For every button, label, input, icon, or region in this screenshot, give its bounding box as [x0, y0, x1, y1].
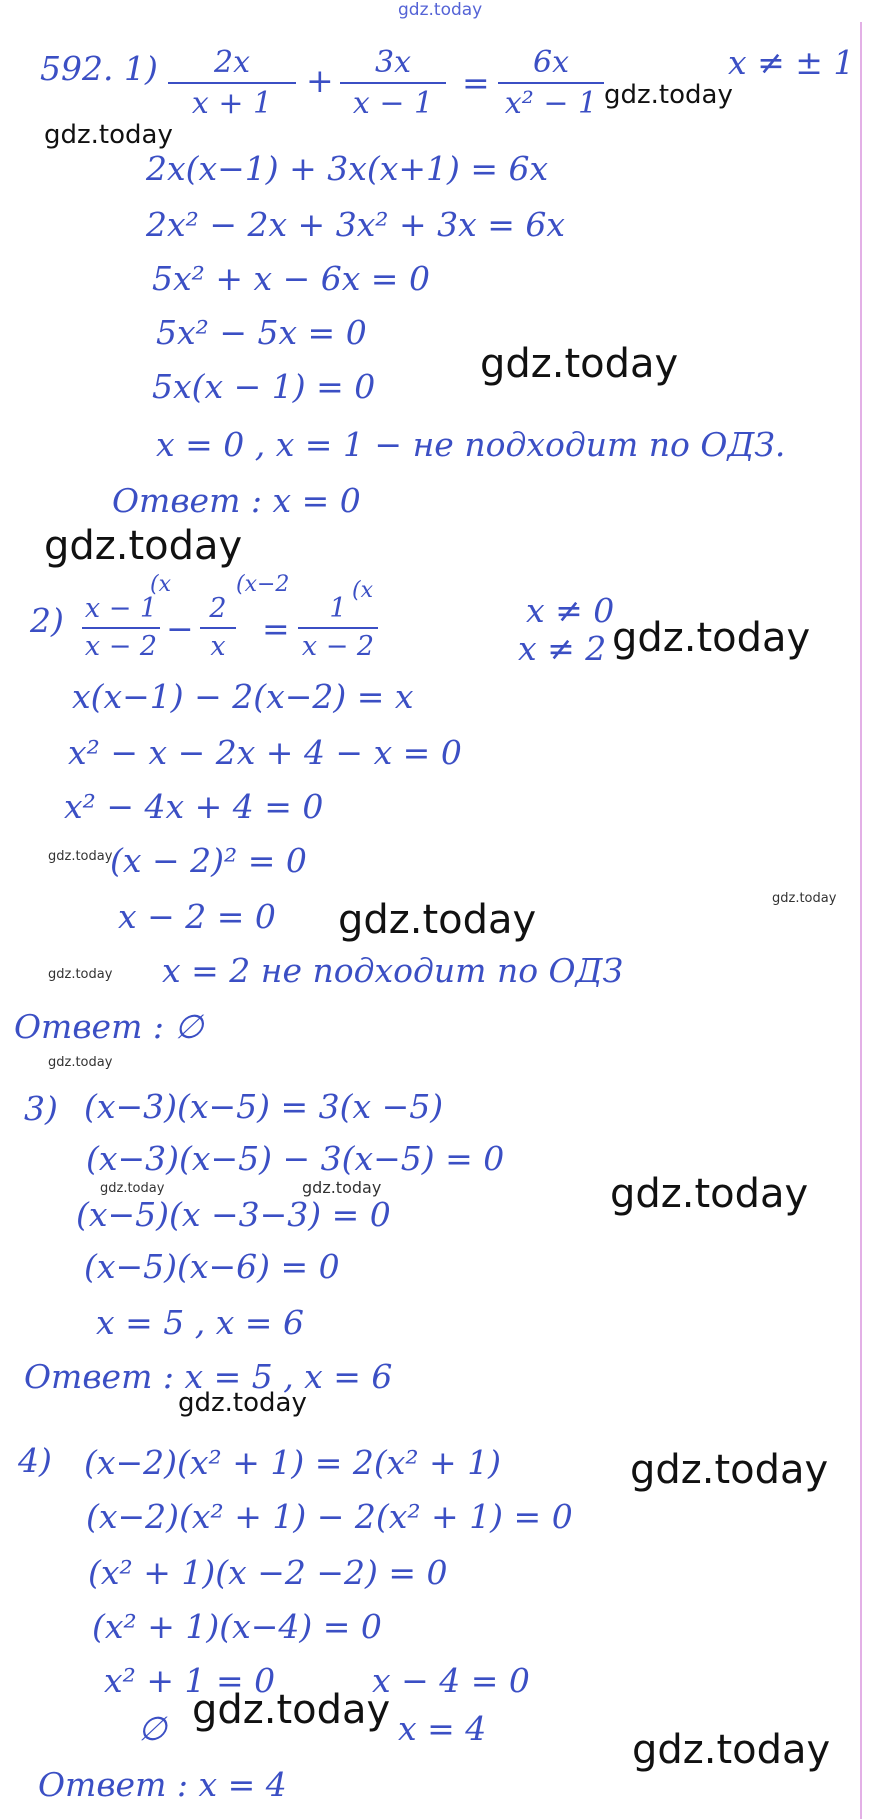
step-line: (x² + 1)(x −2 −2) = 0 — [88, 1553, 448, 1592]
numerator: 2x — [213, 45, 250, 80]
watermark: gdz.today — [192, 1687, 391, 1733]
fraction-bar — [498, 82, 604, 84]
multiplier: (x — [352, 578, 373, 603]
step-line: x(x−1) − 2(x−2) = x — [72, 677, 414, 716]
multiplier: (x−2 — [236, 572, 290, 597]
denominator: x — [210, 630, 226, 662]
watermark: gdz.today — [480, 341, 679, 387]
watermark: gdz.today — [100, 1181, 165, 1196]
answer-line: Ответ : x = 5 , x = 6 — [24, 1357, 393, 1396]
watermark: gdz.today — [772, 891, 837, 906]
step-line: 5x² + x − 6x = 0 — [152, 259, 430, 298]
watermark: gdz.today — [44, 523, 243, 569]
step-line: x² − 4x + 4 = 0 — [64, 787, 324, 826]
step-line: (x−2)(x² + 1) − 2(x² + 1) = 0 — [86, 1497, 573, 1536]
answer-line: Ответ : ∅ — [14, 1007, 204, 1046]
step-line: 5x(x − 1) = 0 — [152, 367, 376, 406]
denominator: x² − 1 — [504, 86, 598, 121]
problem-1-fraction — [340, 46, 446, 120]
watermark: gdz.today — [632, 1727, 831, 1773]
watermark: gdz.today — [610, 1171, 809, 1217]
step-line: (x−3)(x−5) = 3(x −5) — [84, 1087, 444, 1126]
problem-1-label: 592. 1) — [40, 49, 158, 88]
step-line: x = 5 , x = 6 — [96, 1303, 304, 1342]
fraction-bar — [298, 627, 378, 629]
step-line: (x−5)(x −3−3) = 0 — [76, 1195, 391, 1234]
watermark-top: gdz.today — [398, 0, 483, 20]
numerator: 6x — [532, 45, 569, 80]
watermark: gdz.today — [48, 849, 113, 864]
watermark: gdz.today — [612, 615, 811, 661]
watermark: gdz.today — [338, 897, 537, 943]
step-line: 2x² − 2x + 3x² + 3x = 6x — [146, 205, 566, 244]
step-line: 5x² − 5x = 0 — [156, 313, 367, 352]
domain-condition: x ≠ 2 — [518, 629, 607, 668]
problem-2-fraction — [298, 594, 378, 661]
watermark: gdz.today — [48, 1055, 113, 1070]
step-line: x² + 1 = 0 — [104, 1661, 276, 1700]
watermark: gdz.today — [630, 1447, 829, 1493]
margin-line — [860, 22, 862, 1819]
fraction-bar — [340, 82, 446, 84]
step-line: x − 4 = 0 — [372, 1661, 530, 1700]
problem-3-label: 3) — [24, 1089, 58, 1128]
step-line: (x−5)(x−6) = 0 — [84, 1247, 340, 1286]
problem-1-fraction — [168, 46, 296, 120]
numerator: 1 — [329, 593, 347, 624]
step-line: (x−2)(x² + 1) = 2(x² + 1) — [84, 1443, 502, 1482]
equals-sign: = — [262, 609, 290, 648]
fraction-bar — [82, 627, 160, 629]
problem-2-label: 2) — [30, 601, 64, 640]
domain-condition: x ≠ 0 — [526, 591, 615, 630]
step-line: (x² + 1)(x−4) = 0 — [92, 1607, 382, 1646]
problem-4-label: 4) — [18, 1441, 52, 1480]
plus-sign: + — [306, 61, 334, 100]
problem-2-fraction — [82, 594, 160, 661]
step-line: x = 0 , x = 1 − не подходит по ОДЗ. — [156, 425, 786, 464]
domain-condition: x ≠ ± 1 — [728, 43, 855, 82]
numerator: 2 — [209, 593, 227, 624]
answer-line: Ответ : x = 4 — [38, 1765, 287, 1804]
denominator: x − 1 — [352, 86, 434, 121]
equals-sign: = — [462, 63, 490, 102]
step-line: x = 2 не подходит по ОДЗ — [162, 951, 624, 990]
step-line: (x − 2)² = 0 — [110, 841, 307, 880]
root-line: x = 4 — [398, 1709, 487, 1748]
answer-line: Ответ : x = 0 — [112, 481, 361, 520]
numerator: x − 1 — [84, 593, 158, 624]
multiplier: (x — [150, 572, 171, 597]
denominator: x − 2 — [301, 630, 375, 662]
step-line: x − 2 = 0 — [118, 897, 276, 936]
fraction-bar — [168, 82, 296, 84]
watermark: gdz.today — [604, 80, 733, 110]
denominator: x + 1 — [191, 86, 273, 121]
watermark: gdz.today — [302, 1178, 382, 1197]
denominator: x − 2 — [84, 630, 158, 662]
watermark: gdz.today — [178, 1388, 307, 1418]
watermark: gdz.today — [44, 120, 173, 150]
step-line: 2x(x−1) + 3x(x+1) = 6x — [146, 149, 549, 188]
step-line: (x−3)(x−5) − 3(x−5) = 0 — [86, 1139, 505, 1178]
step-line: x² − x − 2x + 4 − x = 0 — [68, 733, 462, 772]
problem-1-fraction — [498, 46, 604, 120]
empty-set: ∅ — [138, 1709, 167, 1748]
watermark: gdz.today — [48, 967, 113, 982]
problem-2-fraction — [200, 594, 236, 661]
fraction-bar — [200, 627, 236, 629]
minus-sign: − — [166, 609, 194, 648]
numerator: 3x — [374, 45, 411, 80]
